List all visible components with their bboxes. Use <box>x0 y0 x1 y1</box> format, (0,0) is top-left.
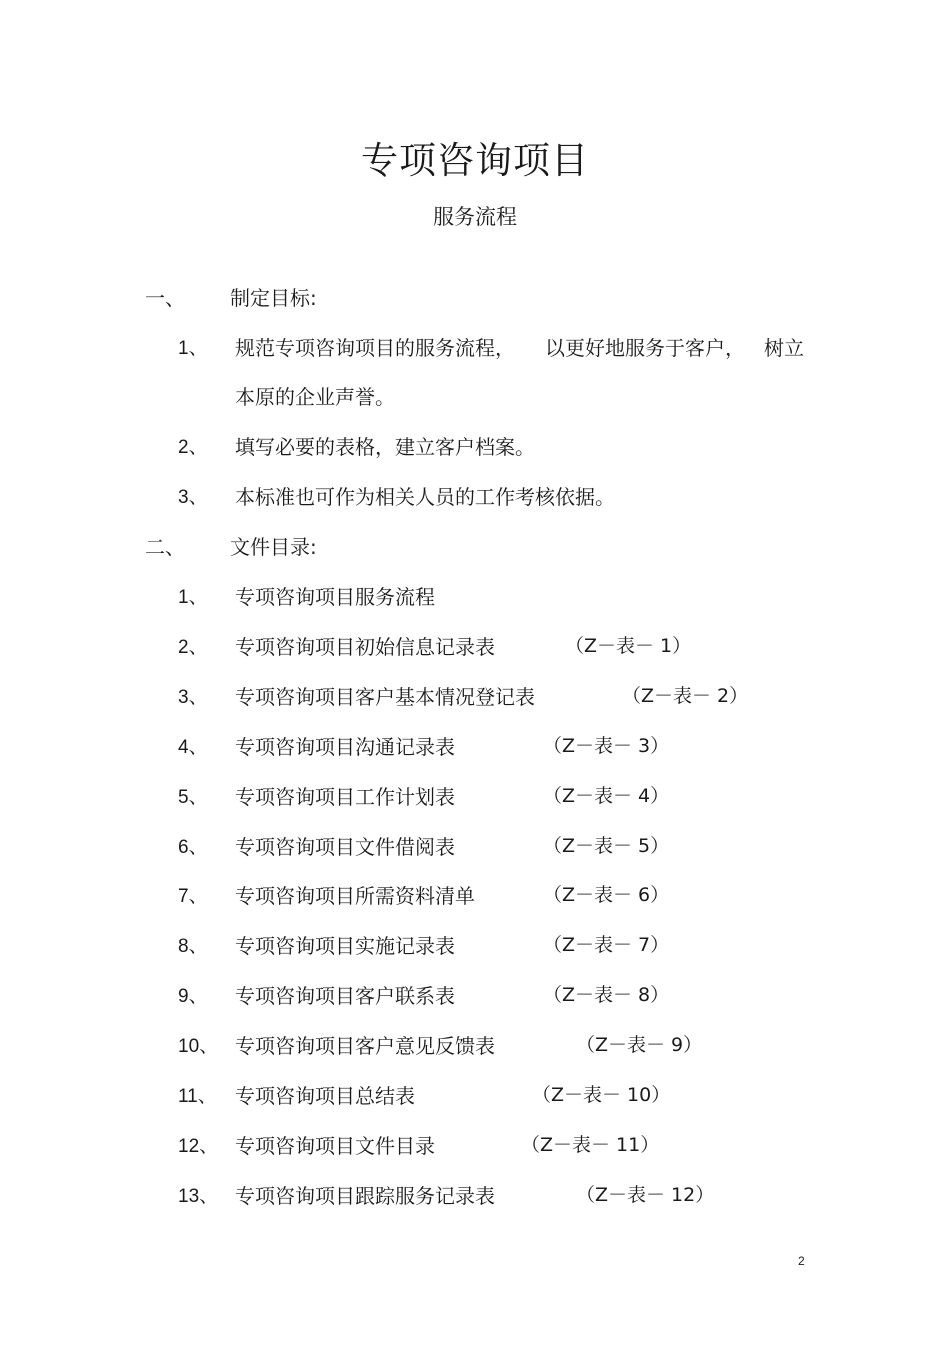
file-item-2-code: （Z－表－ 1） <box>565 635 692 657</box>
file-item-10-text: 专项咨询项目客户意见反馈表 <box>235 1034 495 1058</box>
file-item-4-number: 4、 <box>178 737 208 758</box>
file-item-10-number: 10、 <box>178 1036 219 1057</box>
page-subtitle: 服务流程 <box>433 205 517 229</box>
file-item-7-number: 7、 <box>178 886 208 907</box>
file-item-7-text: 专项咨询项目所需资料清单 <box>235 884 475 908</box>
file-item-11-text: 专项咨询项目总结表 <box>235 1084 415 1108</box>
file-item-9-code: （Z－表－ 8） <box>543 984 670 1006</box>
page-title: 专项咨询项目 <box>361 139 589 182</box>
goal-item-2-number: 2、 <box>178 437 208 458</box>
file-item-11-code: （Z－表－ 10） <box>532 1084 671 1106</box>
file-item-1-text: 专项咨询项目服务流程 <box>235 585 435 609</box>
section-2-number: 二、 <box>145 535 185 559</box>
file-item-8-text: 专项咨询项目实施记录表 <box>235 934 455 958</box>
file-item-5-number: 5、 <box>178 787 208 808</box>
goal-item-2-text: 填写必要的表格，建立客户档案。 <box>235 435 535 459</box>
goal-item-1-continuation: 本原的企业声誉。 <box>235 385 395 409</box>
file-item-9-number: 9、 <box>178 986 208 1007</box>
goal-item-3-number: 3、 <box>178 487 208 508</box>
file-item-3-number: 3、 <box>178 687 208 708</box>
file-item-6-code: （Z－表－ 5） <box>543 835 670 857</box>
file-item-1-number: 1、 <box>178 587 208 608</box>
section-2-heading: 文件目录: <box>230 535 317 559</box>
file-item-13-code: （Z－表－ 12） <box>576 1184 715 1206</box>
file-item-4-code: （Z－表－ 3） <box>543 735 670 757</box>
section-1-heading: 制定目标: <box>230 286 317 310</box>
file-item-9-text: 专项咨询项目客户联系表 <box>235 984 455 1008</box>
file-item-6-number: 6、 <box>178 837 208 858</box>
goal-item-3-text: 本标准也可作为相关人员的工作考核依据。 <box>235 485 615 509</box>
file-item-2-number: 2、 <box>178 637 208 658</box>
file-item-5-text: 专项咨询项目工作计划表 <box>235 785 455 809</box>
file-item-4-text: 专项咨询项目沟通记录表 <box>235 735 455 759</box>
file-item-2-text: 专项咨询项目初始信息记录表 <box>235 635 495 659</box>
goal-item-1-number: 1、 <box>178 338 208 359</box>
file-item-12-text: 专项咨询项目文件目录 <box>235 1134 435 1158</box>
file-item-12-code: （Z－表－ 11） <box>521 1134 660 1156</box>
file-item-3-code: （Z－表－ 2） <box>622 685 749 707</box>
file-item-6-text: 专项咨询项目文件借阅表 <box>235 835 455 859</box>
page-number: 2 <box>798 1254 805 1268</box>
file-item-8-number: 8、 <box>178 936 208 957</box>
file-item-3-text: 专项咨询项目客户基本情况登记表 <box>235 685 535 709</box>
file-item-12-number: 12、 <box>178 1136 219 1157</box>
file-item-5-code: （Z－表－ 4） <box>543 785 670 807</box>
file-item-8-code: （Z－表－ 7） <box>543 934 670 956</box>
file-item-10-code: （Z－表－ 9） <box>576 1034 703 1056</box>
section-1-number: 一、 <box>145 286 185 310</box>
file-item-13-number: 13、 <box>178 1186 219 1207</box>
file-item-11-number: 11、 <box>178 1086 217 1107</box>
goal-item-1-text-c: 树立 <box>764 336 804 360</box>
goal-item-1-text-a: 规范专项咨询项目的服务流程， <box>235 336 515 360</box>
file-item-7-code: （Z－表－ 6） <box>543 884 670 906</box>
goal-item-1-text-b: 以更好地服务于客户， <box>545 336 745 360</box>
file-item-13-text: 专项咨询项目跟踪服务记录表 <box>235 1184 495 1208</box>
